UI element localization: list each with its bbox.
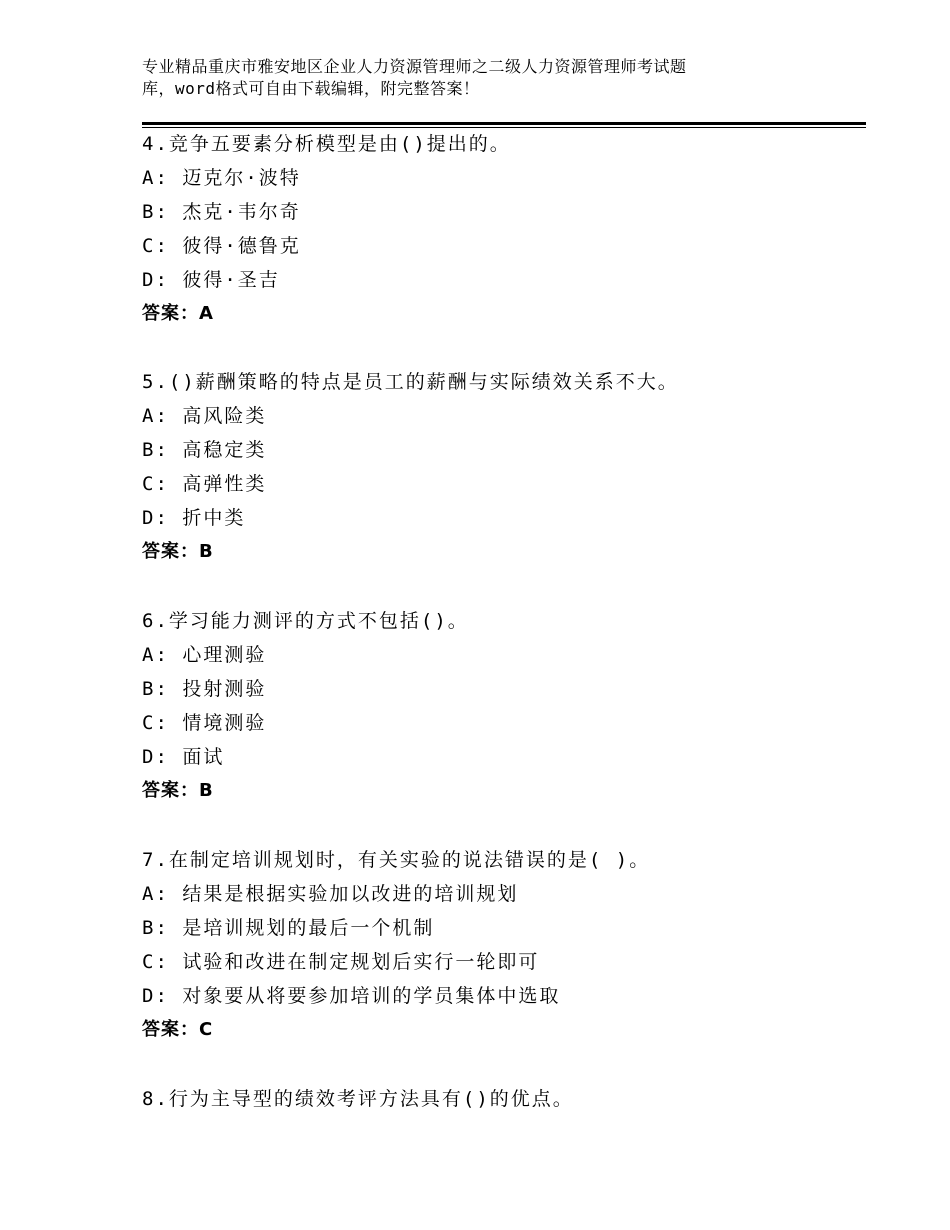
answer: 答案：B (142, 780, 214, 801)
question-4 (142, 127, 862, 331)
option-a: A: 结果是根据实验加以改进的培训规划 (142, 883, 519, 905)
question-8 (142, 1082, 862, 1116)
option-c: C: 高弹性类 (142, 473, 267, 495)
question-stem: 5.()薪酬策略的特点是员工的薪酬与实际绩效关系不大。 (142, 371, 679, 393)
option-d: D: 面试 (142, 746, 225, 768)
answer: 答案：B (142, 541, 214, 562)
option-b: B: 投射测验 (142, 678, 267, 700)
option-a: A: 高风险类 (142, 405, 267, 427)
question-stem: 6.学习能力测评的方式不包括()。 (142, 610, 469, 632)
option-a: A: 迈克尔·波特 (142, 167, 301, 189)
answer: 答案：A (142, 303, 214, 324)
option-a: A: 心理测验 (142, 644, 267, 666)
document-header (142, 56, 802, 100)
question-7 (142, 843, 862, 1047)
question-stem: 4.竞争五要素分析模型是由()提出的。 (142, 133, 511, 155)
header-rule-thick (142, 122, 866, 125)
question-6 (142, 604, 862, 808)
question-5 (142, 365, 862, 569)
option-b: B: 是培训规划的最后一个机制 (142, 917, 435, 939)
option-d: D: 折中类 (142, 507, 246, 529)
option-c: C: 情境测验 (142, 712, 267, 734)
header-line-1: 专业精品重庆市雅安地区企业人力资源管理师之二级人力资源管理师考试题 (142, 57, 687, 76)
option-c: C: 彼得·德鲁克 (142, 235, 301, 257)
option-c: C: 试验和改进在制定规划后实行一轮即可 (142, 951, 540, 973)
answer: 答案：C (142, 1019, 214, 1040)
question-stem: 8.行为主导型的绩效考评方法具有()的优点。 (142, 1088, 574, 1110)
option-b: B: 高稳定类 (142, 439, 267, 461)
option-b: B: 杰克·韦尔奇 (142, 201, 301, 223)
option-d: D: 对象要从将要参加培训的学员集体中选取 (142, 985, 561, 1007)
option-d: D: 彼得·圣吉 (142, 269, 280, 291)
header-line-2: 库，word格式可自由下载编辑，附完整答案！ (142, 79, 480, 98)
question-stem: 7.在制定培训规划时，有关实验的说法错误的是( )。 (142, 849, 651, 871)
